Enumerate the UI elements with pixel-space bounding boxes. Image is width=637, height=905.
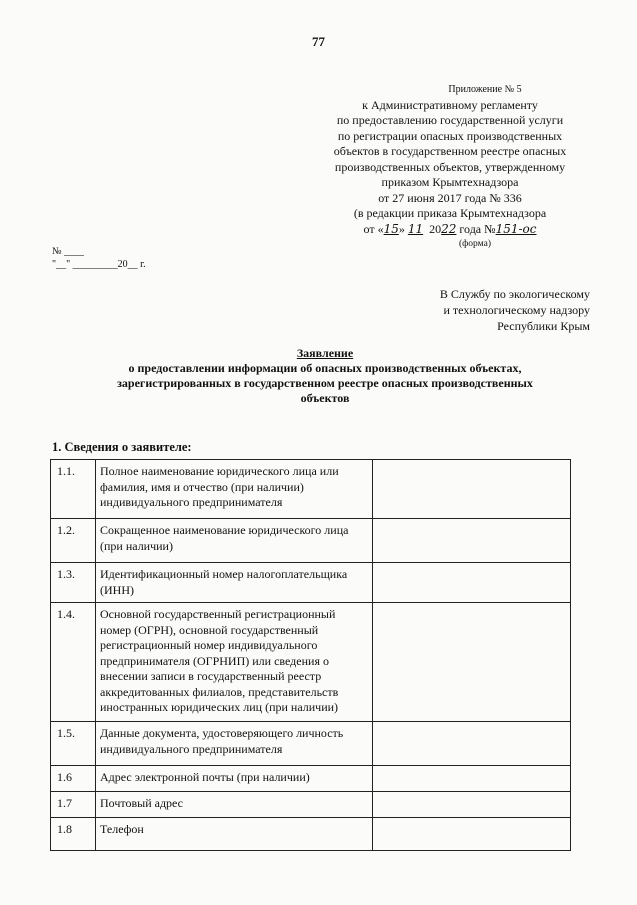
table-row (51, 818, 571, 851)
appendix-title: Приложение № 5 (448, 84, 522, 95)
row-label: Сокращенное наименование юридического лица (при наличии) (96, 519, 373, 563)
date-prefix: от « (363, 221, 384, 236)
row-label: Телефон (96, 818, 373, 851)
row-number: 1.8 (51, 818, 96, 851)
row-number: 1.2. (51, 519, 96, 563)
title-line: объектов (300, 391, 350, 405)
row-number: 1.3. (51, 563, 96, 603)
row-number: 1.1. (51, 460, 96, 519)
appendix-line: приказом Крымтехнадзора (381, 175, 519, 189)
table-row (51, 519, 571, 563)
applicant-info-table (50, 459, 571, 851)
addressee-line: и технологическому надзору (443, 303, 590, 317)
appendix-line: производственных объектов, утвержденному (334, 159, 566, 174)
row-value-cell[interactable] (373, 818, 571, 851)
appendix-line: от 27 июня 2017 года № 336 (378, 190, 522, 205)
row-value-cell[interactable] (373, 792, 571, 818)
section-heading: 1. Сведения о заявителе: (52, 440, 192, 454)
date-month: 11 (407, 221, 424, 236)
row-label: Идентификационный номер налогоплательщика (ИНН) (96, 563, 373, 603)
appendix-line: по предоставлению государственной услуги (336, 113, 564, 127)
table-row (51, 460, 571, 519)
row-label: Данные документа, удостоверяющего личность индивидуального предпринимателя (96, 722, 373, 766)
table-row (51, 766, 571, 792)
addressee-line: В Службу по экологическому (439, 287, 590, 301)
appendix-block (300, 82, 600, 253)
appendix-line: по регистрации опасных производственных (337, 128, 563, 143)
document-title (40, 346, 610, 406)
row-value-cell[interactable] (373, 519, 571, 563)
title-line: зарегистрированных в государственном реестре опасных производственных (117, 376, 533, 390)
row-value-cell[interactable] (373, 603, 571, 722)
table-row (51, 563, 571, 603)
date-mid: » (398, 221, 405, 236)
row-number: 1.5. (51, 722, 96, 766)
row-label: Основной государственный регистрационный номер (ОГРН), основной государственный регистрационный номер индивидуального предпринимателя (ОГРНИП) или сведения о внесении записи в государственный реестр аккредитованных филиалов, представительств иностранных юридических лиц (при наличии) (96, 603, 373, 722)
date-year-prefix: 20 (429, 221, 442, 236)
row-value-cell[interactable] (373, 766, 571, 792)
page-number: 77 (312, 34, 325, 49)
title-line: о предоставлении информации об опасных производственных объектах, (128, 361, 522, 375)
date-number: 151-ос (495, 221, 537, 236)
table-row (51, 722, 571, 766)
addressee-line: Республики Крым (497, 319, 590, 333)
row-number: 1.7 (51, 792, 96, 818)
table-row (51, 603, 571, 722)
forma-label: (форма) (458, 239, 491, 249)
date-year-suffix: года № (456, 221, 496, 236)
date-day: 15 (383, 221, 399, 236)
row-value-cell[interactable] (373, 460, 571, 519)
row-label: Адрес электронной почты (при наличии) (96, 766, 373, 792)
date-year: 22 (441, 221, 457, 236)
title-main: Заявление (296, 346, 354, 360)
row-number: 1.6 (51, 766, 96, 792)
row-label: Почтовый адрес (96, 792, 373, 818)
doc-date-line: "__" _________20__ г. (52, 259, 146, 270)
appendix-line: к Административному регламенту (362, 97, 538, 112)
addressee-block (400, 286, 590, 334)
document-number-block (52, 245, 146, 271)
row-value-cell[interactable] (373, 563, 571, 603)
table-row (51, 792, 571, 818)
appendix-date-line (300, 222, 600, 238)
appendix-line: (в редакции приказа Крымтехнадзора (353, 206, 547, 220)
appendix-line: объектов в государственном реестре опасных (333, 144, 567, 158)
row-label: Полное наименование юридического лица или фамилия, имя и отчество (при наличии) индивидуального предпринимателя (96, 460, 373, 519)
row-value-cell[interactable] (373, 722, 571, 766)
row-number: 1.4. (51, 603, 96, 722)
doc-number-line: № ____ (52, 246, 85, 257)
